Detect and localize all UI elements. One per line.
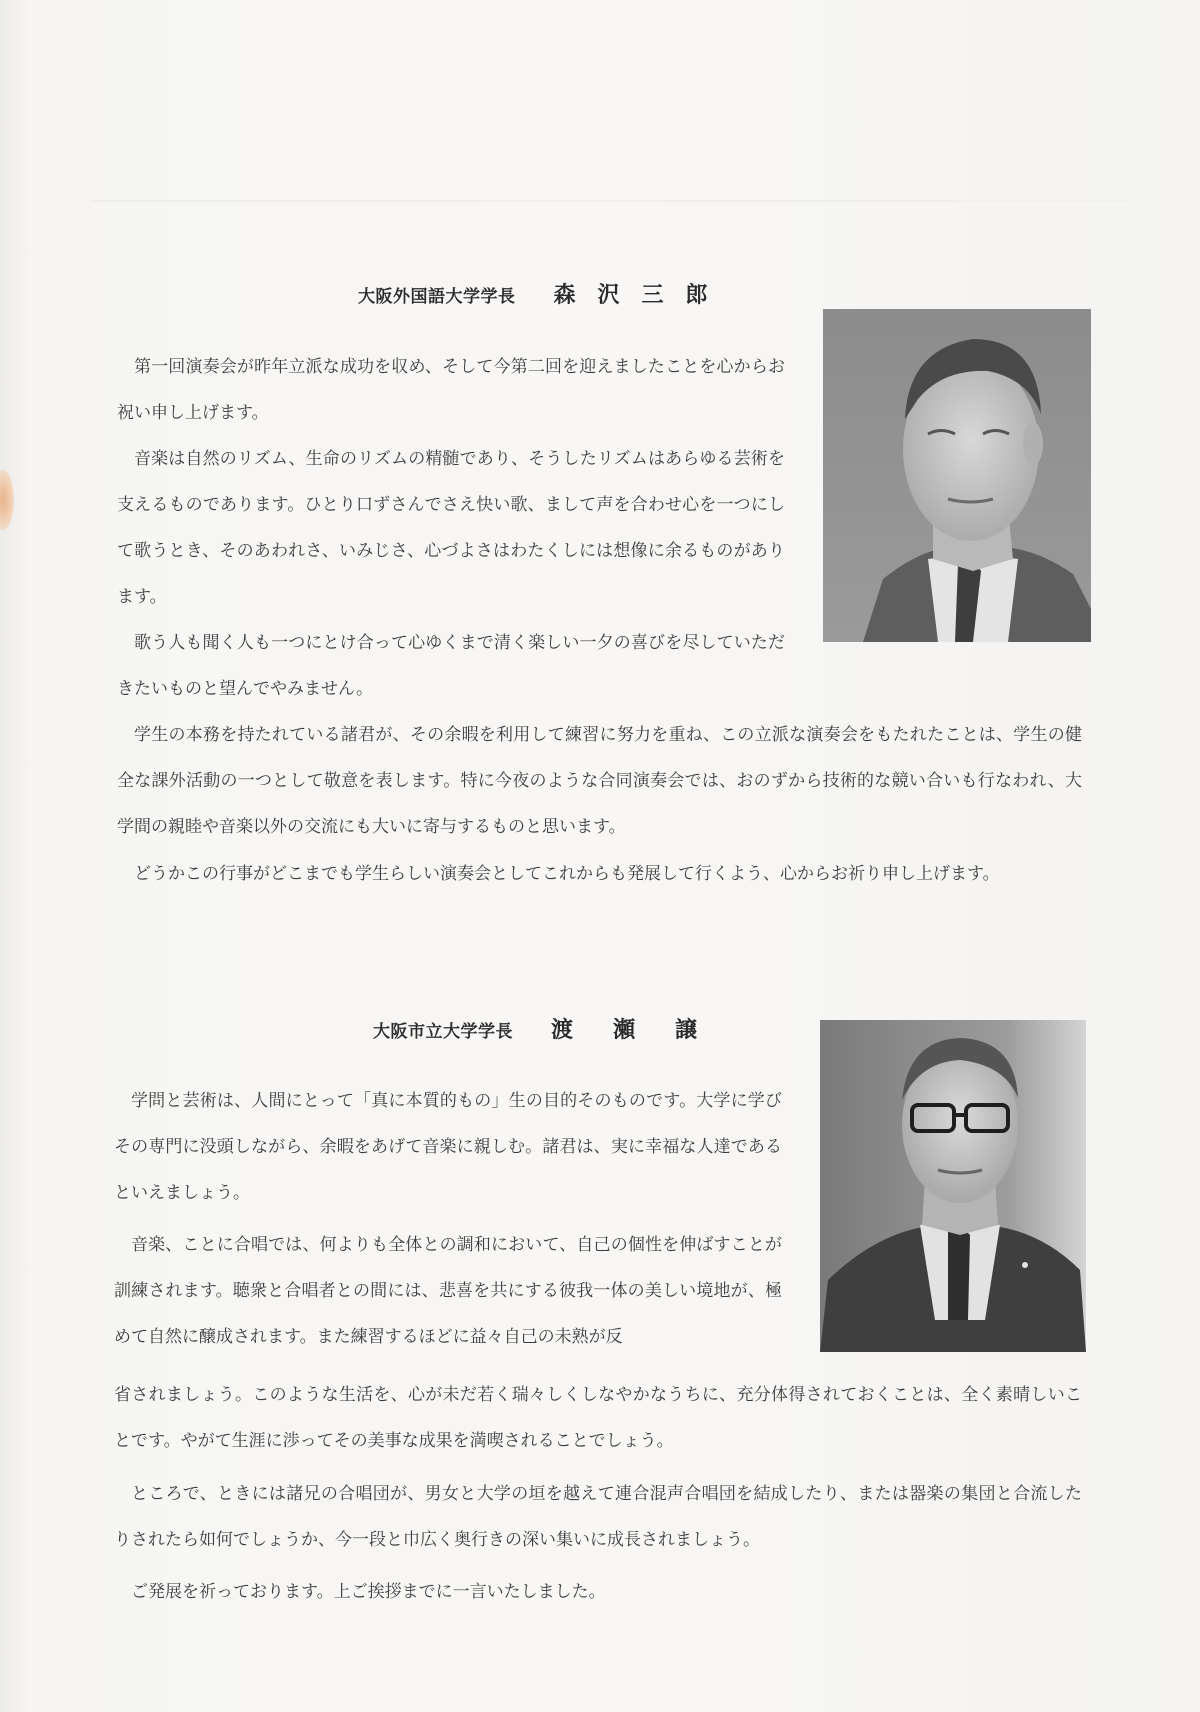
- section-1-name: 森沢三郎: [553, 283, 730, 308]
- section-1-paragraph: 音楽は自然のリズム、生命のリズムの精髄であり、そうしたリズムはあらゆる芸術を支えるものであります。ひとり口ずさんでさえ快い歌、まして声を合わせ心を一つにして歌うとき、そのあわれさ、いみじさ、心づよさはわたくしには想像に余るものがあります。: [117, 449, 785, 607]
- portrait-photo-2: [820, 1020, 1086, 1352]
- section-1-paragraph: 歌う人も聞く人も一つにとけ合って心ゆくまで清く楽しい一夕の喜びを尽していただきたいものと望んでやみません。: [117, 633, 785, 699]
- section-1-heading: [358, 278, 730, 309]
- section-2-paragraph: 音楽、ことに合唱では、何よりも全体との調和において、自己の個性を伸ばすことが訓練されます。聴衆と合唱者との間には、悲喜を共にする彼我一体の美しい境地が、極めて自然に醸成されます。また練習するほどに益々自己の未熟が反: [114, 1235, 782, 1347]
- section-1-paragraph: 第一回演奏会が昨年立派な成功を収め、そして今第二回を迎えましたことを心からお祝い申し上げます。: [117, 357, 785, 423]
- portrait-photo-1: [823, 309, 1091, 642]
- section-2-heading: [373, 1013, 737, 1044]
- section-1-paragraph: どうかこの行事がどこまでも学生らしい演奏会としてこれからも発展して行くよう、心からお祈り申し上げます。: [134, 864, 1000, 884]
- section-1-title: 大阪外国語大学学長: [358, 287, 516, 307]
- section-2-name: 渡瀬譲: [551, 1018, 738, 1043]
- show-through-line: [90, 200, 1130, 202]
- section-2-paragraph: ところで、ときには諸兄の合唱団が、男女と大学の垣を越えて連合混声合唱団を結成したり、または器楽の集団と合流したりされたら如何でしょうか、今一段と巾広く奥行きの深い集いに成長されましょう。: [114, 1484, 1082, 1550]
- section-2-title: 大阪市立大学学長: [373, 1022, 513, 1042]
- section-2-paragraph: 省されましょう。このような生活を、心が未だ若く瑞々しくしなやかなうちに、充分体得されておくことは、全く素晴しいことです。やがて生涯に渉ってその美事な成果を満喫されることでしょう。: [114, 1385, 1082, 1451]
- section-1-paragraph: 学生の本務を持たれている諸君が、その余暇を利用して練習に努力を重ね、この立派な演奏会をもたれたことは、学生の健全な課外活動の一つとして敬意を表します。特に今夜のような合同演奏会では、おのずから技術的な競い合いも行なわれ、大学間の親睦や音楽以外の交流にも大いに寄与するものと思います。: [117, 725, 1082, 837]
- section-2-paragraph: 学問と芸術は、人間にとって「真に本質的もの」生の目的そのものです。大学に学びその専門に没頭しながら、余暇をあげて音楽に親しむ。諸君は、実に幸福な人達であるといえましょう。: [114, 1091, 782, 1203]
- section-2-paragraph: ご発展を祈っております。上ご挨拶までに一言いたしました。: [131, 1582, 606, 1602]
